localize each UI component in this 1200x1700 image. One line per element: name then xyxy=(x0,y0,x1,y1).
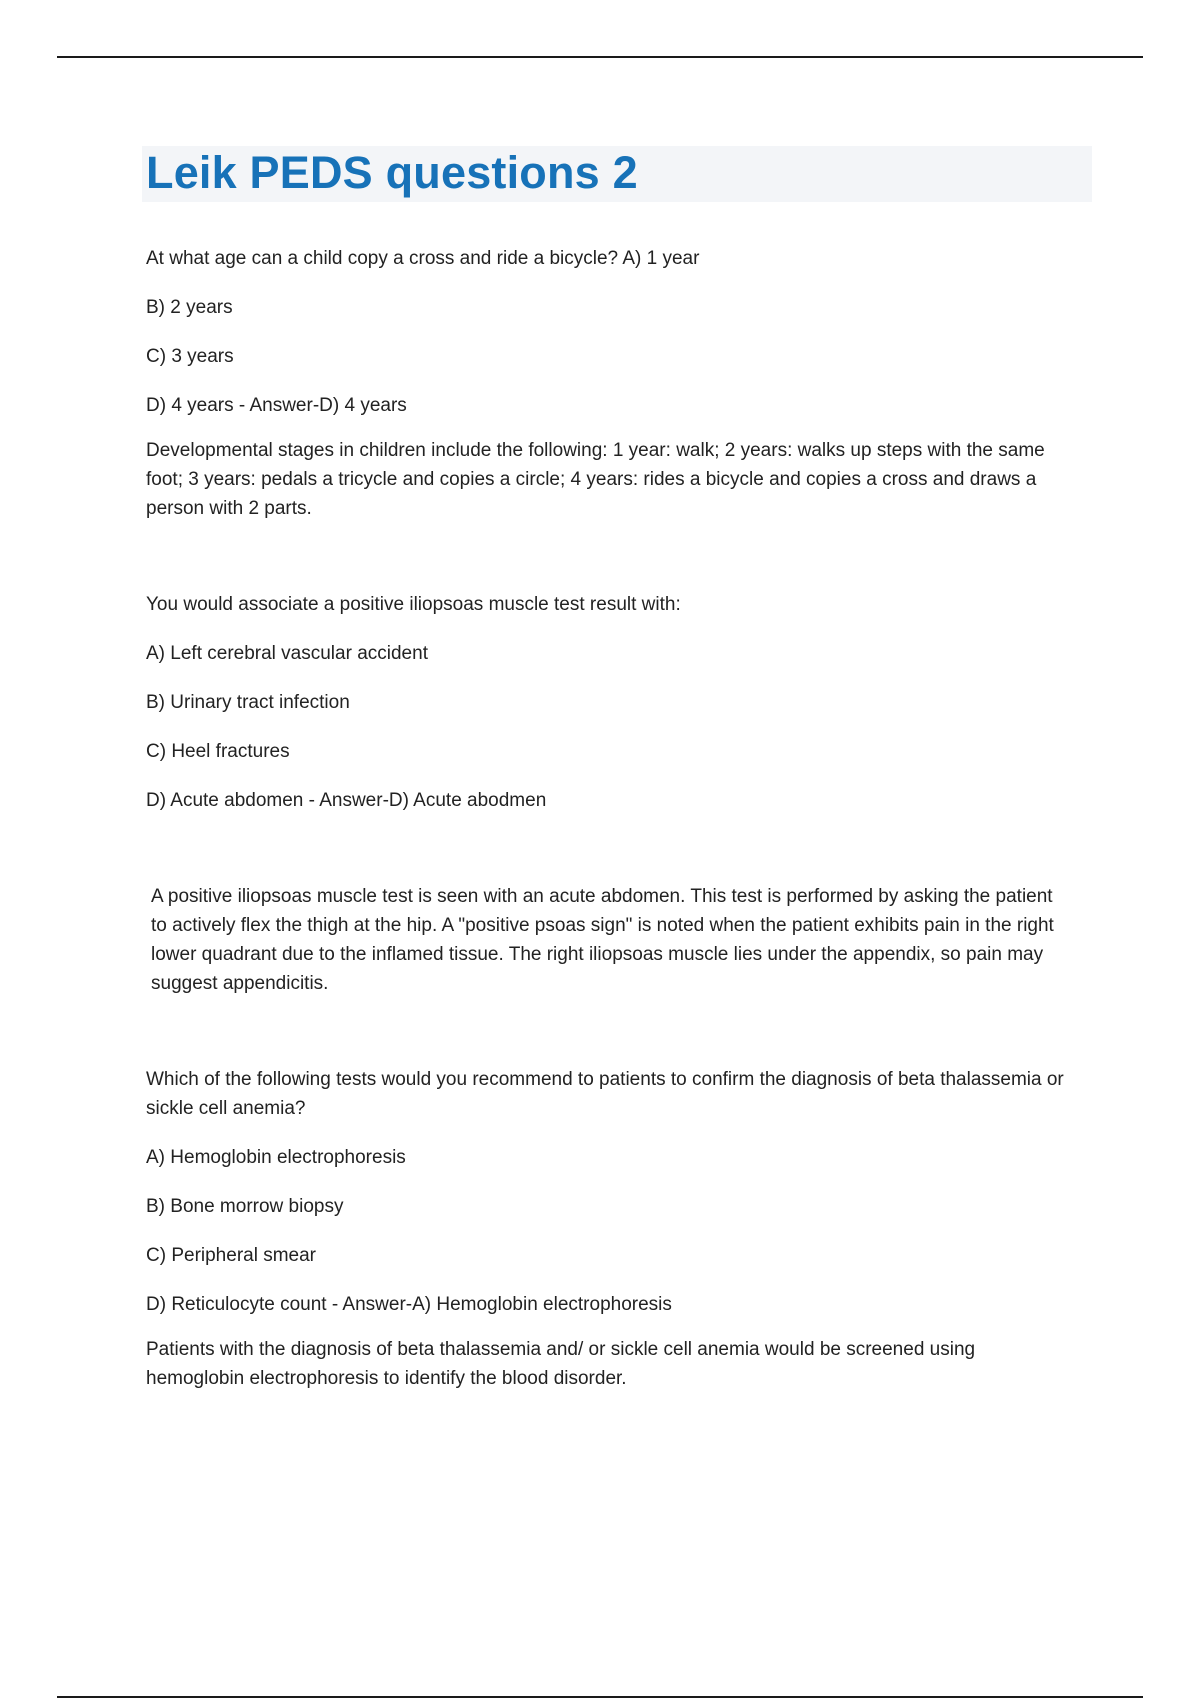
explanation: A positive iliopsoas muscle test is seen with an acute abdomen. This test is performed by asking the patient to actively flex the thigh at the hip. A "positive psoas sign" is noted when the patient exhibits pain in the right lower quadrant due to the inflamed tissue. The right iliopsoas muscle lies under the appendix, so pain may suggest appendicitis. xyxy=(151,886,1054,994)
option: C) Peripheral smear xyxy=(146,1245,316,1266)
question-text: Which of the following tests would you recommend to patients to confirm the diagnosis of beta thalassemia or sickle cell anemia? xyxy=(146,1069,1064,1119)
question-block-3 xyxy=(146,1065,1066,1393)
spacer xyxy=(146,1018,1066,1065)
option: B) Bone morrow biopsy xyxy=(146,1196,344,1217)
explanation: Patients with the diagnosis of beta thalassemia and/ or sickle cell anemia would be screened using hemoglobin electrophoresis to identify the blood disorder. xyxy=(146,1339,976,1389)
option-answer: D) Reticulocyte count - Answer-A) Hemoglobin electrophoresis xyxy=(146,1294,672,1315)
question-text: At what age can a child copy a cross and ride a bicycle? A) 1 year xyxy=(146,248,700,269)
question-block-1 xyxy=(146,244,1066,523)
spacer xyxy=(146,835,1066,882)
question-text: You would associate a positive iliopsoas muscle test result with: xyxy=(146,594,681,615)
explanation: Developmental stages in children include the following: 1 year: walk; 2 years: walks up steps with the same foot; 3 years: pedals a tricycle and copies a circle; 4 years: rides a bicycle and copies a cross and draws a person with 2 parts. xyxy=(146,440,1045,519)
page-title: Leik PEDS questions 2 xyxy=(146,147,638,198)
option: C) Heel fractures xyxy=(146,741,290,762)
option: B) Urinary tract infection xyxy=(146,692,350,713)
spacer xyxy=(146,543,1066,590)
question-block-2 xyxy=(146,590,1066,998)
option: A) Hemoglobin electrophoresis xyxy=(146,1147,406,1168)
option-answer: D) Acute abdomen - Answer-D) Acute abodmen xyxy=(146,790,547,811)
document-body xyxy=(146,244,1066,1413)
bottom-rule xyxy=(57,1696,1143,1698)
top-rule xyxy=(57,56,1143,58)
option: A) Left cerebral vascular accident xyxy=(146,643,428,664)
option: B) 2 years xyxy=(146,297,233,318)
option: C) 3 years xyxy=(146,346,234,367)
option-answer: D) 4 years - Answer-D) 4 years xyxy=(146,395,407,416)
